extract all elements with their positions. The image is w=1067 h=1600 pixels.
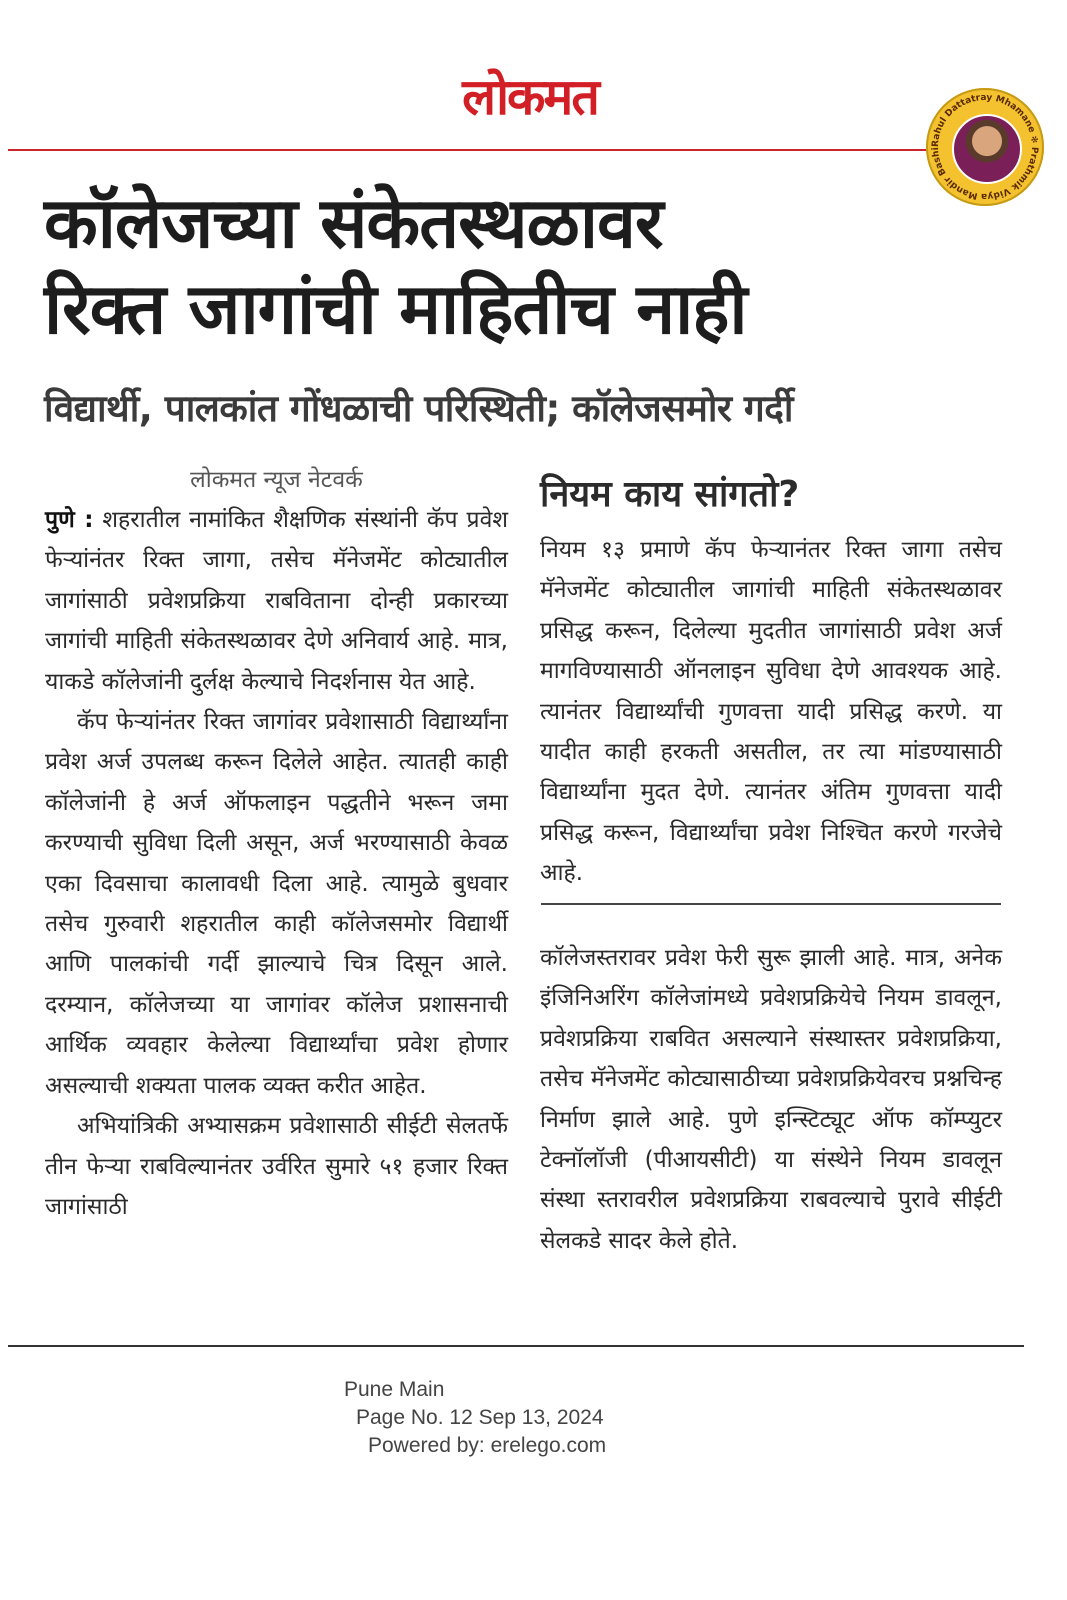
powered-by-label: Powered by: erelego.com [368, 1434, 607, 1457]
byline: लोकमत न्यूज नेटवर्क [190, 467, 363, 493]
page-date-label: Page No. 12 Sep 13, 2024 [356, 1406, 604, 1429]
column-divider [541, 903, 1001, 905]
headline-line-2: रिक्त जागांची माहितीच नाही [44, 268, 747, 350]
edition-label: Pune Main [344, 1378, 445, 1401]
subheadline: विद्यार्थी, पालकांत गोंधळाची परिस्थिती; कॉलेजसमोर गर्दी [44, 387, 793, 430]
rule-box-title: नियम काय सांगतो? [540, 474, 800, 515]
avatar [952, 114, 1022, 184]
headline-line-1: कॉलेजच्या संकेतस्थळावर [44, 182, 663, 264]
dateline: पुणे : [45, 507, 94, 533]
paragraph-3: अभियांत्रिकी अभ्यासक्रम प्रवेशासाठी सीईटी सेलतर्फे तीन फेऱ्या राबविल्यानंतर उर्वरित सुमारे ५१ हजार रिक्त जागांसाठी [45, 1113, 508, 1220]
right-column-continuation: कॉलेजस्तरावर प्रवेश फेरी सुरू झाली आहे. मात्र, अनेक इंजिनिअरिंग कॉलेजांमध्ये प्रवेशप्रक्रियेचे नियम डावलून, प्रवेशप्रक्रिया राबवित असल्याने संस्थास्तर प्रवेशप्रक्रिया, तसेच मॅनेजमेंट कोट्यासाठीच्या प्रवेशप्रक्रियेवरच प्रश्नचिन्ह निर्माण झाले आहे. पुणे इन्स्टिट्यूट ऑफ कॉम्प्युटर टेक्नॉलॉजी (पीआयसीटी) या संस्थेने नियम डावलून संस्था स्तरावरील प्रवेशप्रक्रिया राबवल्याचे पुरावे सीईटी सेलकडे सादर केले होते. [540, 945, 1002, 1254]
masthead-logo: लोकमत [462, 68, 598, 126]
footer-rule [8, 1345, 1024, 1347]
masthead-rule [8, 149, 1028, 151]
paragraph-2: कॅप फेऱ्यांनंतर रिक्त जागांवर प्रवेशासाठी विद्यार्थ्यांना प्रवेश अर्ज उपलब्ध करून दिलेले आहेत. त्यातही काही कॉलेजांनी हे अर्ज ऑफलाइन पद्धतीने भरून जमा करण्याची सुविधा दिली असून, अर्ज भरण्यासाठी केवळ एका दिवसाचा कालावधी दिला आहे. त्यामुळे बुधवार तसेच गुरुवारी शहरातील काही कॉलेजसमोर विद्यार्थी आणि पालकांची गर्दी झाल्याचे चित्र दिसून आले. दरम्यान, कॉलेजच्या या जागांवर कॉलेज प्रशासनाची आर्थिक व्यवहार केलेल्या विद्यार्थ्यांचा प्रवेश होणार असल्याची शक्यता पालक व्यक्त करीत आहेत. [45, 709, 508, 1099]
rule-box-text: नियम १३ प्रमाणे कॅप फेऱ्यानंतर रिक्त जागा तसेच मॅनेजमेंट कोट्यातील जागांची माहिती संकेतस्थळावर प्रसिद्ध करून, दिलेल्या मुदतीत जागांसाठी प्रवेश अर्ज मागविण्यासाठी ऑनलाइन सुविधा देणे आवश्यक आहे. त्यानंतर विद्यार्थ्यांची गुणवत्ता यादी प्रसिद्ध करणे. या यादीत काही हरकती असतील, तर त्या मांडण्यासाठी विद्यार्थ्यांना मुदत देणे. त्यानंतर अंतिम गुणवत्ता यादी प्रसिद्ध करून, विद्यार्थ्यांचा प्रवेश निश्चित करणे गरजेचे आहे. [540, 537, 1002, 887]
badge-text: Rahul Dattatray Mhamane ✻ Prathmik Vidya Mandir Bashi [930, 92, 1040, 202]
paragraph-1 [45, 500, 508, 702]
paragraph-1-text: शहरातील नामांकित शैक्षणिक संस्थांनी कॅप प्रवेश फेऱ्यांनंतर रिक्त जागा, तसेच मॅनेजमेंट कोट्यातील जागांसाठी प्रवेशप्रक्रिया राबविताना दोन्ही प्रकारच्या जागांची माहिती संकेतस्थळावर देणे अनिवार्य आहे. मात्र, याकडे कॉलेजांनी दुर्लक्ष केल्याचे निदर्शनास येत आहे. [45, 507, 508, 695]
left-column [45, 460, 508, 1227]
